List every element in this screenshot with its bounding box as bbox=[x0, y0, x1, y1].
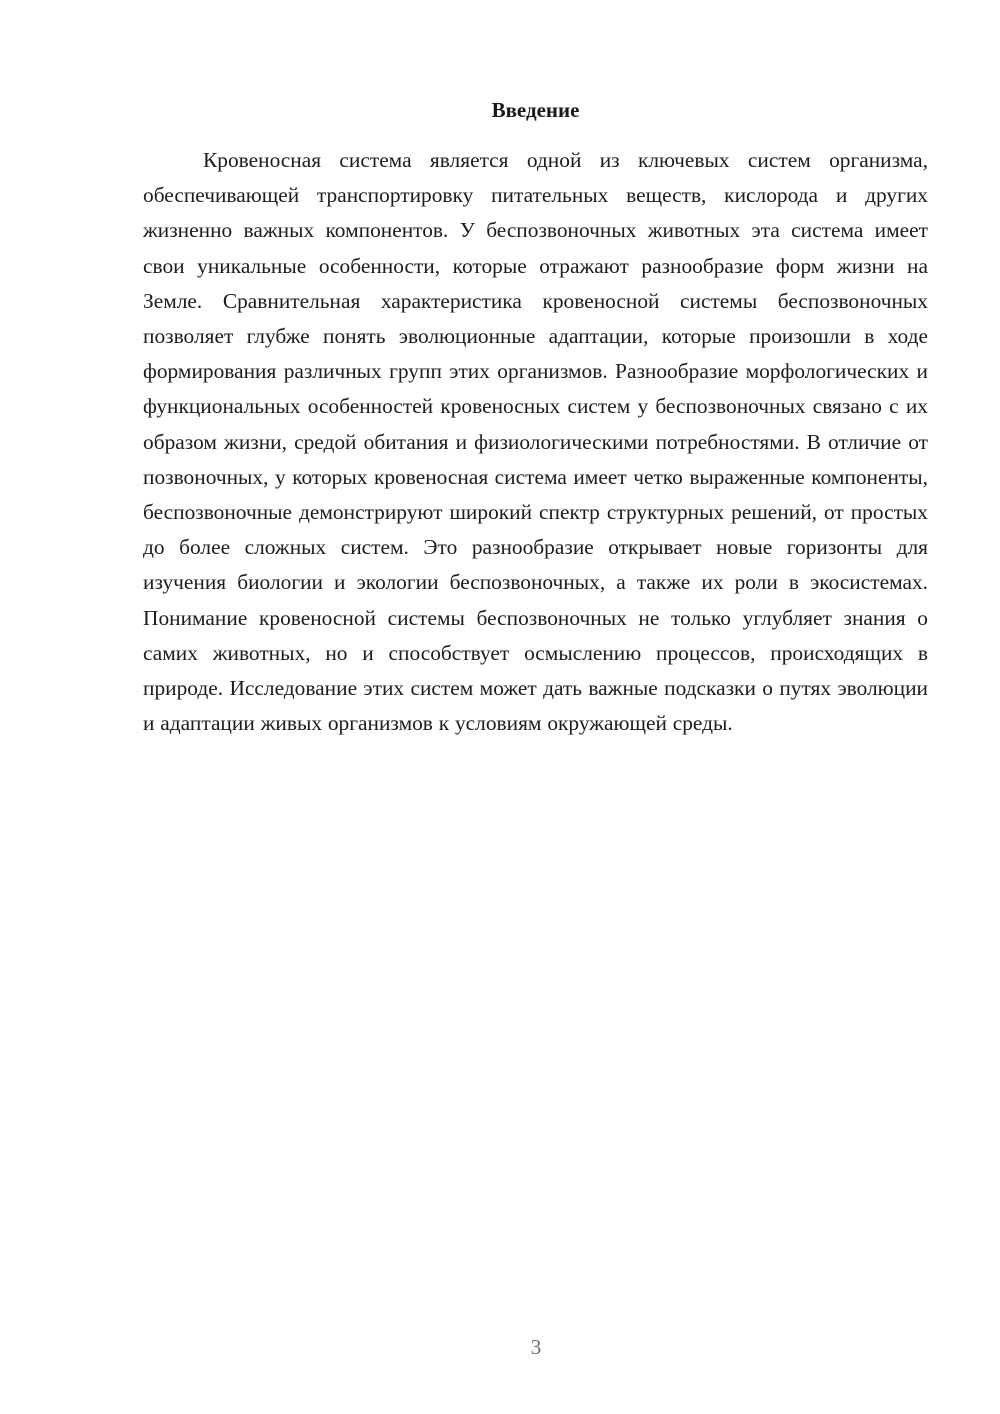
section-heading: Введение bbox=[491, 98, 580, 122]
page-number: 3 bbox=[530, 1335, 542, 1359]
body-paragraph: Кровеносная система является одной из ключевых систем организма, обеспечивающей транспортировку питательных веществ, кислорода и других жизненно важных компонентов. У беспозвоночных животных эта система имеет свои уникальные особенности, которые отражают разнообразие форм жизни на Земле. Сравнительная характеристика кровеносной системы беспозвоночных позволяет глубже понять эволюционные адаптации, которые произошли в ходе формирования различных групп этих организмов. Разнообразие морфологических и функциональных особенностей кровеносных систем у беспозвоночных связано с их образом жизни, средой обитания и физиологическими потребностями. В отличие от позвоночных, у которых кровеносная система имеет четко выраженные компоненты, беспозвоночные демонстрируют широкий спектр структурных решений, от простых до более сложных систем. Это разнообразие открывает новые горизонты для изучения биологии и экологии беспозвоночных, а также их роли в экосистемах. Понимание кровеносной системы беспозвоночных не только углубляет знания о самих животных, но и способствует осмыслению процессов, происходящих в природе. Исследование этих систем может дать важные подсказки о путях эволюции и адаптации живых организмов к условиям окружающей среды. bbox=[143, 148, 928, 736]
